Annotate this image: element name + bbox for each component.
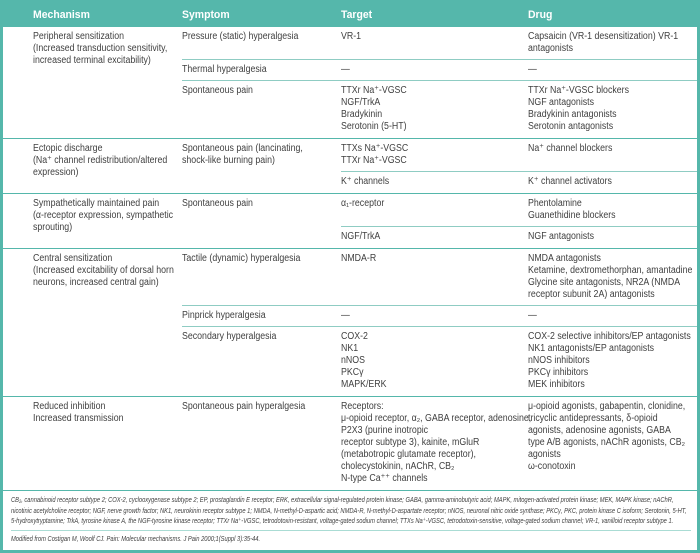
symptom-cell <box>182 64 341 76</box>
sub-row <box>182 226 697 243</box>
target-cell <box>341 143 528 167</box>
cell-line: Bradykinin antagonists <box>528 109 617 120</box>
cell-line: Na⁺ channel blockers <box>528 143 613 154</box>
mechanism-cell <box>33 31 182 133</box>
cell-line: receptor subunit 2A) antagonists <box>528 289 655 300</box>
cell-line: NGF/TrkA <box>341 97 381 108</box>
cell-line: NGF antagonists <box>528 231 595 242</box>
mechanism-cell <box>33 253 182 391</box>
drug-cell <box>528 64 697 76</box>
cell-line: COX-2 selective inhibitors/EP antagonists <box>528 331 691 342</box>
target-drug-pair <box>341 64 697 76</box>
sub-row <box>182 171 697 188</box>
cell-line: Reduced inhibition <box>33 401 106 412</box>
symptom-cell <box>182 85 341 133</box>
cell-line: NMDA antagonists <box>528 253 601 264</box>
column-header-drug: Drug <box>528 9 553 21</box>
cell-line: Receptors: <box>341 401 384 412</box>
symptom-cell <box>182 253 341 301</box>
cell-line: Spontaneous pain <box>182 85 253 96</box>
symptom-cell <box>182 331 341 391</box>
subrows <box>182 31 697 133</box>
cell-line: μ-opioid receptor, α₂, GABA receptor, adenosine, <box>341 413 532 424</box>
cell-line: NGF antagonists <box>528 97 595 108</box>
cell-line: Sympathetically maintained pain <box>33 198 160 209</box>
drug-cell <box>528 253 697 301</box>
cell-line: nNOS <box>341 355 365 366</box>
cell-line: antagonists <box>528 43 574 54</box>
cell-line: receptor subtype 3), kainite, mGluR <box>341 437 480 448</box>
mechanism-cell <box>33 143 182 188</box>
column-header-mechanism: Mechanism <box>33 9 90 21</box>
target-cell <box>341 176 528 188</box>
cell-line: agonists, adenosine agonists, GABA <box>528 425 671 436</box>
target-cell <box>341 85 528 133</box>
cell-line: Pressure (static) hyperalgesia <box>182 31 299 42</box>
cell-line: Phentolamine <box>528 198 582 209</box>
target-drug-pair <box>341 143 697 167</box>
cell-line: (metabotropic glutamate receptor), <box>341 449 476 460</box>
cell-line: COX-2 <box>341 331 368 342</box>
target-cell <box>341 198 528 222</box>
target-drug-pair <box>341 253 697 301</box>
target-drug-pair <box>341 198 697 222</box>
drug-cell <box>528 31 697 55</box>
sub-row <box>182 198 697 222</box>
cell-line: NK1 antagonists/EP antagonists <box>528 343 655 354</box>
cell-line: (Na⁺ channel redistribution/altered <box>33 155 168 166</box>
cell-line: Serotonin antagonists <box>528 121 614 132</box>
cell-line: PKCγ <box>341 367 364 378</box>
cell-line: NMDA-R <box>341 253 377 264</box>
sub-row <box>182 305 697 322</box>
cell-line: Tactile (dynamic) hyperalgesia <box>182 253 301 264</box>
cell-line: K⁺ channels <box>341 176 390 187</box>
table-body <box>3 27 697 490</box>
cell-line: N-type Ca⁺⁺ channels <box>341 473 428 484</box>
table-row <box>3 396 697 490</box>
table-header-row <box>3 3 697 27</box>
cell-line: expression) <box>33 167 79 178</box>
target-drug-pair <box>341 401 697 485</box>
target-drug-pair <box>341 226 697 243</box>
cell-line: MAPK/ERK <box>341 379 387 390</box>
cell-line: Guanethidine blockers <box>528 210 616 221</box>
cell-line: Increased transmission <box>33 413 124 424</box>
sub-row <box>182 401 697 485</box>
symptom-cell <box>182 171 341 188</box>
cell-line: Spontaneous pain (lancinating, <box>182 143 303 154</box>
target-cell <box>341 31 528 55</box>
cell-line: Ectopic discharge <box>33 143 103 154</box>
cell-line: Spontaneous pain hyperalgesia <box>182 401 306 412</box>
target-drug-pair <box>341 331 697 391</box>
subrows <box>182 401 697 485</box>
cell-line: PKCγ inhibitors <box>528 367 589 378</box>
cell-line: agonists <box>528 449 561 460</box>
drug-cell <box>528 85 697 133</box>
cell-line: Pinprick hyperalgesia <box>182 310 266 321</box>
abbreviations-note: CB₂, cannabinoid receptor subtype 2; COX-2, cyclooxygenase subtype 2; EP, prostaglandin E receptor; ERK, extracellular signal-regulated protein kinase; GABA, gamma-aminobutyric acid; MAPK, mitogen-activated protein kinase; MEK, MAPK kinase; nAChR, nicotinic acetylcholine receptor; NGF, nerve growth factor; NK1, neurokinin receptor subtype 1; NMDA, N-methyl-D-aspartic acid; NMDA-R, N-methyl-D-aspartate receptor; nNOS, neuronal nitric oxide synthase; PKCγ, PKC, protein kinase C isoform; Serotonin, 5-HT, 5-hydroxytryptamine; TrkA, tyrosine kinase A, the NGF-tyrosine kinase receptor; TTXr Na⁺-VGSC, tetrodotoxin-resistant, voltage-gated sodium channel; TTXs Na⁺-VGSC, tetrodotoxin-sensitive, voltage-gated sodium channel; VR-1, vanilloid receptor subtype 1. <box>11 495 687 525</box>
cell-line: Thermal hyperalgesia <box>182 64 267 75</box>
target-cell <box>341 253 528 301</box>
cell-line: sprouting) <box>33 222 73 233</box>
cell-line: Ketamine, dextromethorphan, amantadine <box>528 265 693 276</box>
column-header-target: Target <box>341 9 373 21</box>
cell-line: Secondary hyperalgesia <box>182 331 277 342</box>
cell-line: — <box>341 64 350 75</box>
cell-line: increased terminal excitability) <box>33 55 151 66</box>
table-row <box>3 138 697 193</box>
subrows <box>182 198 697 243</box>
cell-line: TTXr Na⁺-VGSC <box>341 85 407 96</box>
cell-line: cholecystokinin, nAChR, CB₂ <box>341 461 455 472</box>
target-drug-pair <box>341 310 697 322</box>
cell-line: Glycine site antagonists, NR2A (NMDA <box>528 277 681 288</box>
column-header-symptom: Symptom <box>182 9 230 21</box>
target-cell <box>341 310 528 322</box>
cell-line: — <box>528 64 537 75</box>
sub-row <box>182 31 697 55</box>
target-cell <box>341 64 528 76</box>
symptom-cell <box>182 198 341 222</box>
subrows <box>182 143 697 188</box>
cell-line: NK1 <box>341 343 359 354</box>
drug-cell <box>528 310 697 322</box>
cell-line: — <box>528 310 537 321</box>
cell-line: MEK inhibitors <box>528 379 585 390</box>
symptom-cell <box>182 143 341 167</box>
target-cell <box>341 231 528 243</box>
cell-line: (α-receptor expression, sympathetic <box>33 210 174 221</box>
table-row <box>3 193 697 248</box>
mechanism-cell <box>33 198 182 243</box>
cell-line: type A/B agonists, nAChR agonists, CB₂ <box>528 437 686 448</box>
symptom-cell <box>182 31 341 55</box>
subrows <box>182 253 697 391</box>
cell-line: Central sensitization <box>33 253 113 264</box>
table-row <box>3 27 697 138</box>
symptom-cell <box>182 401 341 485</box>
cell-line: Capsaicin (VR-1 desensitization) VR-1 <box>528 31 679 42</box>
cell-line: α₁-receptor <box>341 198 385 209</box>
symptom-cell <box>182 226 341 243</box>
drug-cell <box>528 143 697 167</box>
symptom-cell <box>182 310 341 322</box>
cell-line: μ-opioid agonists, gabapentin, clonidine, <box>528 401 686 412</box>
cell-line: (Increased transduction sensitivity, <box>33 43 168 54</box>
source-note-divider <box>11 530 691 545</box>
sub-row <box>182 143 697 167</box>
cell-line: shock-like burning pain) <box>182 155 275 166</box>
cell-line: TTXr Na⁺-VGSC <box>341 155 407 166</box>
sub-row <box>182 326 697 391</box>
cell-line: TTXr Na⁺-VGSC blockers <box>528 85 629 96</box>
cell-line: Bradykinin <box>341 109 383 120</box>
target-drug-pair <box>341 31 697 55</box>
sub-row <box>182 80 697 133</box>
cell-line: ω-conotoxin <box>528 461 576 472</box>
drug-cell <box>528 198 697 222</box>
cell-line: — <box>341 310 350 321</box>
cell-line: P2X3 (purine inotropic <box>341 425 429 436</box>
source-note: Modified from Costigan M, Woolf CJ. Pain: Molecular mechanisms. J Pain 2000;1(Suppl 3):35-44. <box>11 533 261 543</box>
table-footnote <box>3 490 697 544</box>
cell-line: neurons, increased central gain) <box>33 277 159 288</box>
cell-line: Spontaneous pain <box>182 198 253 209</box>
target-cell <box>341 401 532 485</box>
target-drug-pair <box>341 85 697 133</box>
drug-cell <box>528 331 697 391</box>
table-row <box>3 248 697 396</box>
cell-line: (Increased excitability of dorsal horn <box>33 265 174 276</box>
cell-line: tricyclic antidepressants, δ-opioid <box>528 413 658 424</box>
drug-cell <box>528 176 697 188</box>
cell-line: Serotonin (5-HT) <box>341 121 407 132</box>
cell-line: TTXs Na⁺-VGSC <box>341 143 409 154</box>
sub-row <box>182 59 697 76</box>
target-drug-pair <box>341 171 697 188</box>
target-cell <box>341 331 528 391</box>
drug-cell <box>528 401 697 485</box>
cell-line: NGF/TrkA <box>341 231 381 242</box>
mechanism-cell <box>33 401 182 485</box>
sub-row <box>182 253 697 301</box>
cell-line: K⁺ channel activators <box>528 176 612 187</box>
cell-line: VR-1 <box>341 31 362 42</box>
cell-line: Peripheral sensitization <box>33 31 124 42</box>
cell-line: nNOS inhibitors <box>528 355 590 366</box>
drug-cell <box>528 231 697 243</box>
